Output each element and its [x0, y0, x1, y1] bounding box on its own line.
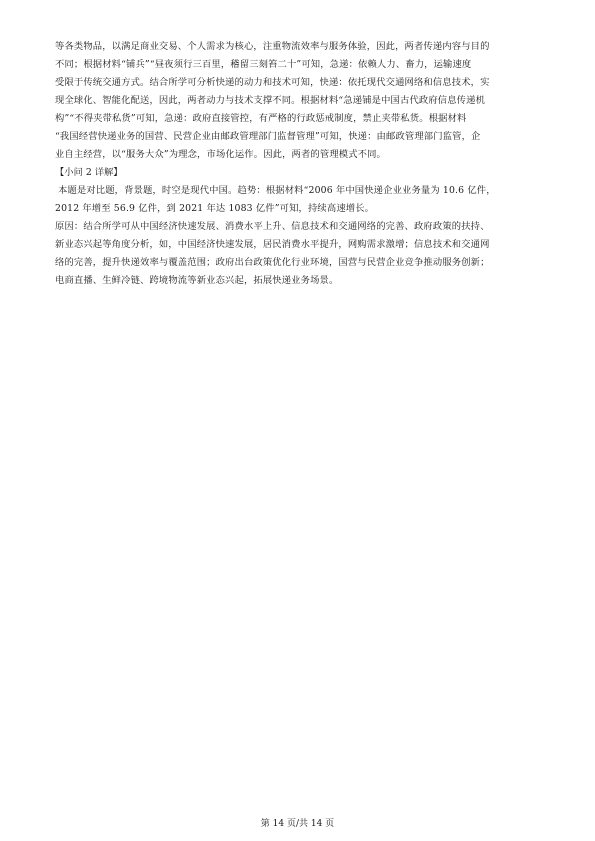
body-line-7: 业自主经营，以“服务大众”为理念，市场化运作。因此，两者的管理模式不同。	[55, 149, 386, 160]
section-heading: 【小问 2 详解】	[55, 167, 123, 178]
body-line-10: 原因：结合所学可从中国经济快速发展、消费水平上升、信息技术和交通网络的完善、政府政策的扶持、	[55, 221, 490, 232]
body-line-1: 等各类物品，以满足商业交易、个人需求为核心，注重物流效率与服务体验，因此，两者传递内容与目的	[55, 41, 490, 52]
body-line-8: 本题是对比题，背景题，时空是现代中国。趋势：根据材料“2006 年中国快递企业业务量为 10.6 亿件，	[58, 185, 496, 196]
body-line-9: 2012 年增至 56.9 亿件，到 2021 年达 1083 亿件”可知，持续高速增长。	[55, 203, 375, 214]
body-line-5: 构”“不得夹带私货”可知，急递：政府直接管控，有严格的行政惩戒制度，禁止夹带私货。根据材料	[55, 113, 467, 124]
body-line-2: 不同；根据材料“铺兵”“昼夜须行三百里，稽留三刻笞二十”可知，急递：依赖人力、畜力，运输速度	[55, 59, 472, 70]
body-line-6: “我国经营快递业务的国营、民营企业由邮政管理部门监督管理”可知，快递：由邮政管理部门监管，企	[55, 131, 481, 142]
body-line-12: 络的完善，提升快递效率与覆盖范围；政府出台政策优化行业环境，国营与民营企业竞争推动服务创新；	[55, 257, 490, 268]
answer-body	[55, 38, 545, 290]
body-line-3: 受限于传统交通方式。结合所学可分析快递的动力和技术可知，快递：依托现代交通网络和信息技术，实	[55, 77, 490, 88]
page-footer: 第 14 页/共 14 页	[260, 819, 335, 829]
body-line-4: 现全球化、智能化配送，因此，两者动力与技术支撑不同。根据材料“急递铺是中国古代政府信息传递机	[55, 95, 486, 106]
body-line-13: 电商直播、生鲜冷链、跨境物流等新业态兴起，拓展快递业务场景。	[55, 275, 339, 286]
body-line-11: 新业态兴起等角度分析，如，中国经济快速发展，居民消费水平提升，网购需求激增；信息技术和交通网	[55, 239, 490, 250]
